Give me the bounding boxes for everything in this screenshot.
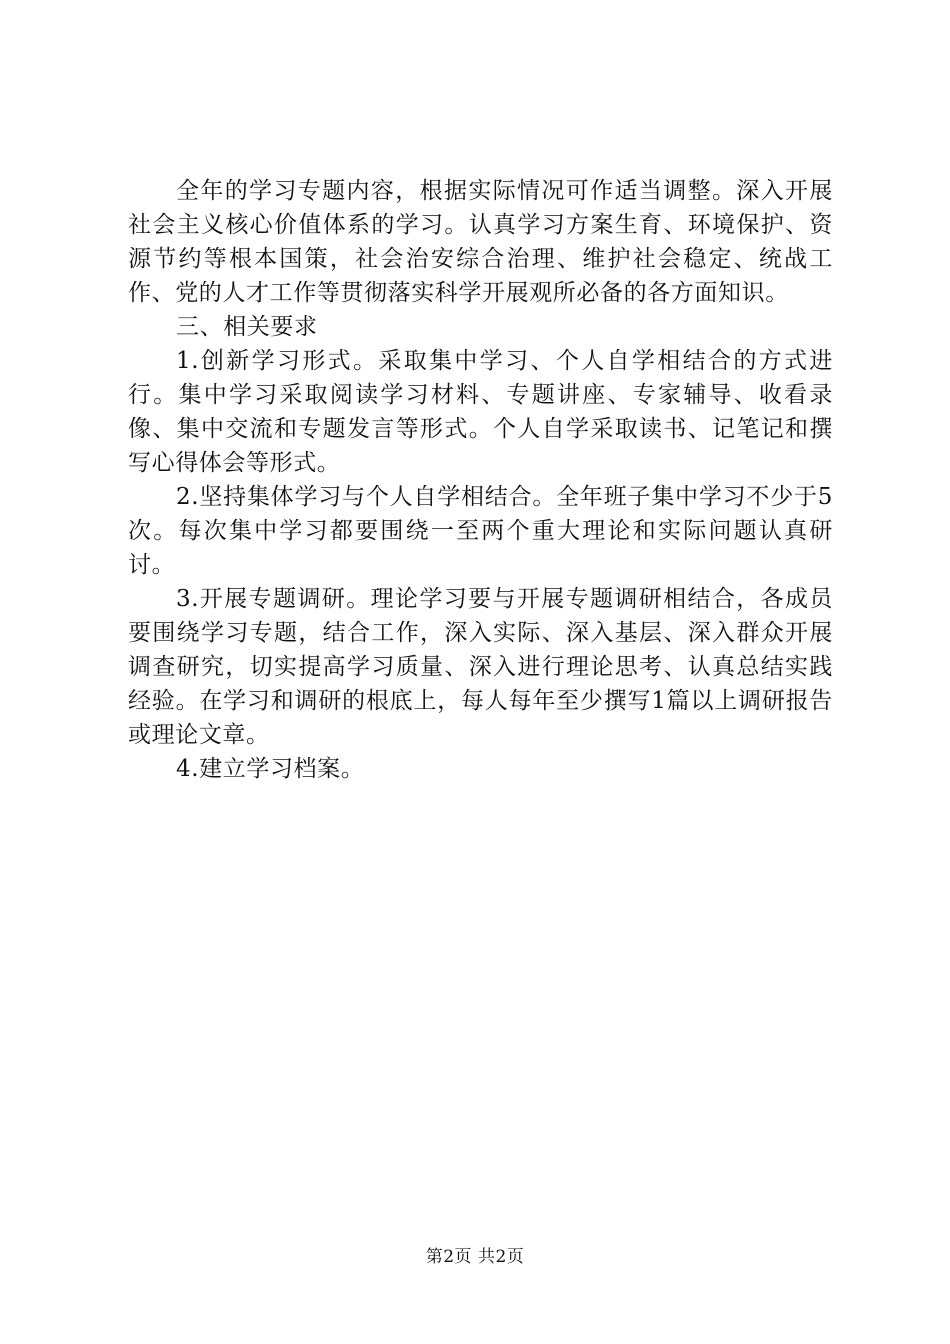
paragraph-requirement-4: 4.建立学习档案。 bbox=[176, 756, 365, 782]
paragraph-study-topics: 全年的学习专题内容，根据实际情况可作适当调整。深入开展社会主义核心价值体系的学习。认真学习方案生育、环境保护、资源节约等根本国策，社会治安综合治理、维护社会稳定、统战工作、党的人才工作等贯彻落实科学开展观所必备的各方面知识。 bbox=[128, 178, 833, 306]
paragraph-requirement-1: 1.创新学习形式。采取集中学习、个人自学相结合的方式进行。集中学习采取阅读学习材料、专题讲座、专家辅导、收看录像、集中交流和专题发言等形式。个人自学采取读书、记笔记和撰写心得体会等形式。 bbox=[128, 348, 833, 476]
paragraph-requirement-3: 3.开展专题调研。理论学习要与开展专题调研相结合，各成员要围绕学习专题，结合工作，深入实际、深入基层、深入群众开展调查研究，切实提高学习质量、深入进行理论思考、认真总结实践经验。在学习和调研的根底上，每人每年至少撰写1篇以上调研报告或理论文章。 bbox=[128, 586, 833, 748]
section-heading-requirements: 三、相关要求 bbox=[176, 314, 318, 340]
document-body bbox=[128, 174, 833, 786]
page-footer: 第2页 共2页 bbox=[425, 1247, 525, 1267]
paragraph-requirement-2: 2.坚持集体学习与个人自学相结合。全年班子集中学习不少于5次。每次集中学习都要围绕一至两个重大理论和实际问题认真研讨。 bbox=[128, 484, 833, 578]
